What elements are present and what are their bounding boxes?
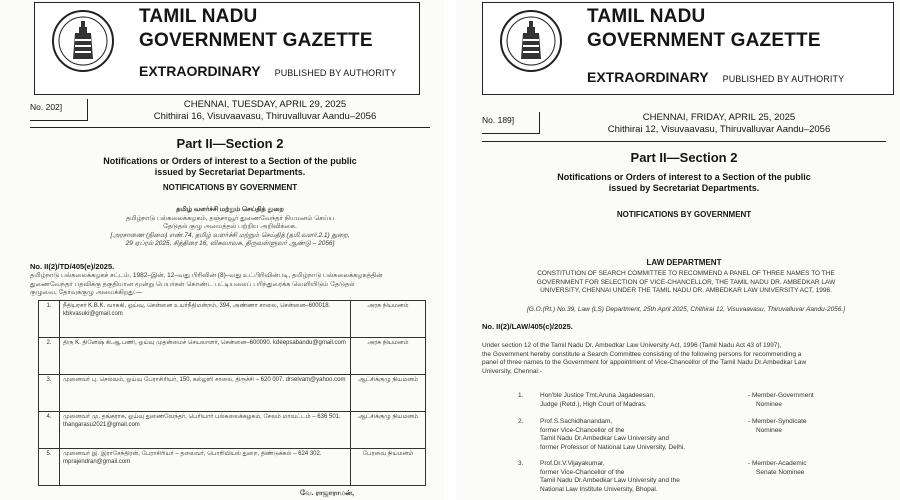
issue-date-block — [100, 99, 430, 123]
body-line3: குழுவை, தேர்வுக்குழு அமைக்கிறது:— — [30, 289, 143, 296]
member-sno: 1. — [518, 392, 524, 399]
gazette-page-left — [0, 0, 444, 500]
order-body — [482, 342, 886, 376]
member-sno: 2. — [39, 338, 60, 375]
member-line: former Vice-Chancellor of the — [540, 426, 625, 434]
gazette-title-line2: GOVERNMENT GAZETTE — [139, 30, 373, 51]
member-sno: 4. — [39, 412, 60, 449]
member-sno: 2. — [518, 418, 524, 425]
subtitle-line1: Notifications or Orders of interest to a Section of the public — [103, 156, 357, 166]
go-reference: [G.O.(Rt.) No.39, Law (LS) Department, 25th April 2025, Chithirai 12, Visuvaavasu, Thiruvalluvar Aandu-2056.] — [526, 306, 846, 313]
constitution-line3: UNIVERSITY, CHENNAI UNDER THE TAMIL NADU DR. AMBEDKAR LAW UNIVERSITY ACT, 1996. — [540, 287, 832, 294]
member-details — [540, 418, 730, 452]
issue-date-block — [552, 112, 886, 136]
issue-line — [30, 99, 430, 125]
table-row — [39, 338, 426, 375]
section-subtitle — [482, 172, 886, 194]
tamil-nadu-emblem-icon — [51, 9, 115, 73]
tamil-department: தமிழ் வளர்ச்சி மற்றும் செய்தித் துறை — [176, 206, 284, 213]
order-number: No. II(2)/LAW/405(c)/2025. — [482, 322, 573, 331]
member-role-line: Senate Nominee — [756, 468, 805, 476]
member-line: National Law Institute University, Bhopal. — [540, 485, 658, 493]
committee-table — [38, 300, 426, 486]
member-line: Tamil Nadu Dr.Ambedkar Law University and — [540, 435, 669, 442]
gazette-title — [587, 5, 821, 53]
tamil-line1: தமிழ்நாடு பல்கலைக்கழகம், தஞ்சாவூர் துணைவேந்தர் நியமனம் செய்ய — [125, 214, 335, 222]
extraordinary-line — [139, 63, 396, 79]
notifications-heading: NOTIFICATIONS BY GOVERNMENT — [616, 210, 752, 219]
member-line: Judge (Retd.), High Court of Madras. — [540, 400, 647, 408]
issue-tamil-date: Chithirai 12, Visuvaavasu, Thiruvalluvar Aandu–2056 — [607, 124, 831, 135]
issue-number: No. 202] — [30, 99, 88, 121]
member-role-line: Nominee — [756, 426, 783, 434]
member-role: அரசு நியமனம் — [351, 338, 426, 375]
divider — [482, 141, 886, 142]
published-label: PUBLISHED BY AUTHORITY — [274, 68, 397, 78]
body-line2: the Government hereby constitute a Search Committee consisting of the following persons for recommending a — [482, 350, 802, 358]
section-subtitle — [30, 156, 430, 178]
constitution-text — [492, 270, 880, 296]
tamil-line4: 29 ஏப்ரல் 2025, சித்திரை 16, விசுவாவசு, திருவள்ளுவர் ஆண்டு – 2056] — [125, 240, 335, 247]
member-line: Hon'ble Justice Tmt.Aruna Jagadeesan, — [540, 392, 655, 399]
table-row — [39, 301, 426, 338]
gazette-title-line2: GOVERNMENT GAZETTE — [587, 30, 821, 51]
table-row — [39, 375, 426, 412]
extraordinary-label: EXTRAORDINARY — [139, 63, 261, 79]
part-heading: Part II—Section 2 — [176, 136, 284, 151]
gazette-title — [139, 5, 373, 53]
member-details: முனைவர் இ. இராசேந்திரன், பேராசிரியர் – தலைவர், பொறியியல் துறை, திண்டுக்கல் – 624 302. mprajendran@gmail.com — [60, 449, 351, 486]
issue-date: CHENNAI, TUESDAY, APRIL 29, 2025 — [183, 99, 347, 110]
gazette-header — [482, 2, 894, 95]
published-label: PUBLISHED BY AUTHORITY — [722, 74, 845, 84]
member-line: Prof.S.Sachidhanandam, — [540, 418, 613, 425]
signature-name: வே. ராஜாராமன், — [300, 490, 354, 497]
member-line: Prof.Dr.V.Vijayakumar, — [540, 460, 605, 467]
member-role-line: - Member-Syndicate — [748, 418, 807, 425]
tamil-heading-block — [40, 206, 420, 249]
order-number: No. II(2)/TD/405(e)/2025. — [30, 262, 115, 271]
body-line2: துணைவேந்தர் பதவிக்கு தகுதியான மூன்று பெயர்கள் கொண்ட பட்டியலைப் பரிந்துரைக்க வெளியிடும் தேடுதல் — [30, 280, 355, 288]
member-role — [748, 460, 878, 477]
tamil-line3: [அரசாணை (நிலை) எண்.74, தமிழ் வளர்ச்சி மற்றும் செய்தித் (தமி.வளர்.2.1) துறை, — [110, 231, 350, 239]
extraordinary-label: EXTRAORDINARY — [587, 69, 709, 85]
page-gutter — [444, 0, 456, 500]
body-line1: Under section 12 of the Tamil Nadu Dr. Ambedkar Law University Act, 1996 (Tamil Nadu Act 43 of 1997), — [482, 342, 782, 349]
member-sno: 3. — [39, 375, 60, 412]
extraordinary-line — [587, 69, 844, 85]
member-details: முனைவர் மு. தங்கராசு, ஓய்வு துணைவேந்தர், பெரியார் பல்கலைக்கழகம், சேலம் மாவட்டம் – 636 501. thangarasu2021@gmail.com — [60, 412, 351, 449]
part-heading: Part II—Section 2 — [630, 150, 738, 165]
member-sno: 5. — [39, 449, 60, 486]
member-line: former Vice-Chancellor of the — [540, 468, 625, 476]
member-details — [540, 460, 730, 494]
constitution-line1: CONSTITUTION OF SEARCH COMMITTEE TO RECOMMEND A PANEL OF THREE NAMES TO THE — [537, 270, 835, 277]
gazette-header — [34, 2, 420, 95]
table-row — [39, 449, 426, 486]
member-role — [748, 392, 878, 409]
divider — [30, 127, 430, 128]
subtitle-line2: issued by Secretariat Departments. — [154, 167, 306, 177]
member-details: முனைவர் பு. செல்வம், ஓய்வு பேராசிரியர், 150, கல்லூரி சாலை, திருச்சி – 620 007. drselvam@yahoo.com — [60, 375, 351, 412]
member-role-line: - Member-Academic — [748, 460, 807, 467]
member-line: former Professor of National Law University, Delhi. — [540, 443, 686, 451]
member-role-line: Nominee — [756, 400, 783, 408]
issue-number: No. 189] — [482, 112, 540, 134]
gazette-page-right — [456, 0, 900, 500]
member-line: Tamil Nadu Dr.Ambedkar Law University and the — [540, 477, 680, 484]
tamil-nadu-emblem-icon — [499, 9, 563, 73]
tamil-line2: தேடுதல் குழு அமைத்தல் பற்றிய அறிவிக்கை. — [163, 223, 297, 230]
order-body — [30, 272, 430, 298]
member-sno: 1. — [39, 301, 60, 338]
notifications-heading: NOTIFICATIONS BY GOVERNMENT — [162, 183, 298, 192]
member-role-line: - Member-Government — [748, 392, 814, 399]
member-role: ஆட்சிக்குழு நியமனம் — [351, 375, 426, 412]
member-details — [540, 392, 730, 409]
member-sno: 3. — [518, 460, 524, 467]
body-line1: தமிழ்நாடு பல்கலைக்கழகச் சட்டம், 1982–இன், 12–வது பிரிவின் (8)–வது உட்பிரிவின்படி, தமிழ்நாடு பல்கலைக்கழகத்தின் — [30, 272, 383, 279]
gazette-title-line1: TAMIL NADU — [139, 6, 258, 27]
member-role: அரசு நியமனம் — [351, 301, 426, 338]
member-role: பேரவை நியமனம் — [351, 449, 426, 486]
department-heading: LAW DEPARTMENT — [646, 258, 722, 267]
subtitle-line1: Notifications or Orders of interest to a Section of the public — [557, 172, 811, 182]
member-role: ஆட்சிக்குழு நியமனம் — [351, 412, 426, 449]
body-line3: panel of three names to the Government for appointment of Vice-Chancellor of the Tamil Nadu Dr.Ambedkar Law — [482, 359, 807, 366]
issue-tamil-date: Chithirai 16, Visuvaavasu, Thiruvalluvar Aandu–2056 — [153, 111, 377, 122]
issue-line — [482, 112, 886, 138]
member-role — [748, 418, 878, 435]
gazette-title-line1: TAMIL NADU — [587, 6, 706, 27]
table-row — [39, 412, 426, 449]
issue-date: CHENNAI, FRIDAY, APRIL 25, 2025 — [642, 112, 796, 123]
subtitle-line2: issued by Secretariat Departments. — [608, 183, 760, 193]
body-line4: University, Chennai:- — [482, 367, 542, 375]
member-details: நீதியரசர் K.B.K. வாசுகி, ஓய்வு, சென்னை உயர்நீதிமன்றம், 394, அண்ணா சாலை, சென்னை–600018. kbkvasuki@gmail.com — [60, 301, 351, 338]
member-details: திரு K. தினேஷ் கி.ஆ.பணி, ஓய்வு முதன்மைச் செயலாளர், சென்னை–600090. kdeepsabandu@gmail.com — [60, 338, 351, 375]
constitution-line2: GOVERNMENT FOR SELECTION OF VICE-CHANCELLOR, THE TAMIL NADU DR. AMBEDKAR LAW — [536, 278, 836, 286]
